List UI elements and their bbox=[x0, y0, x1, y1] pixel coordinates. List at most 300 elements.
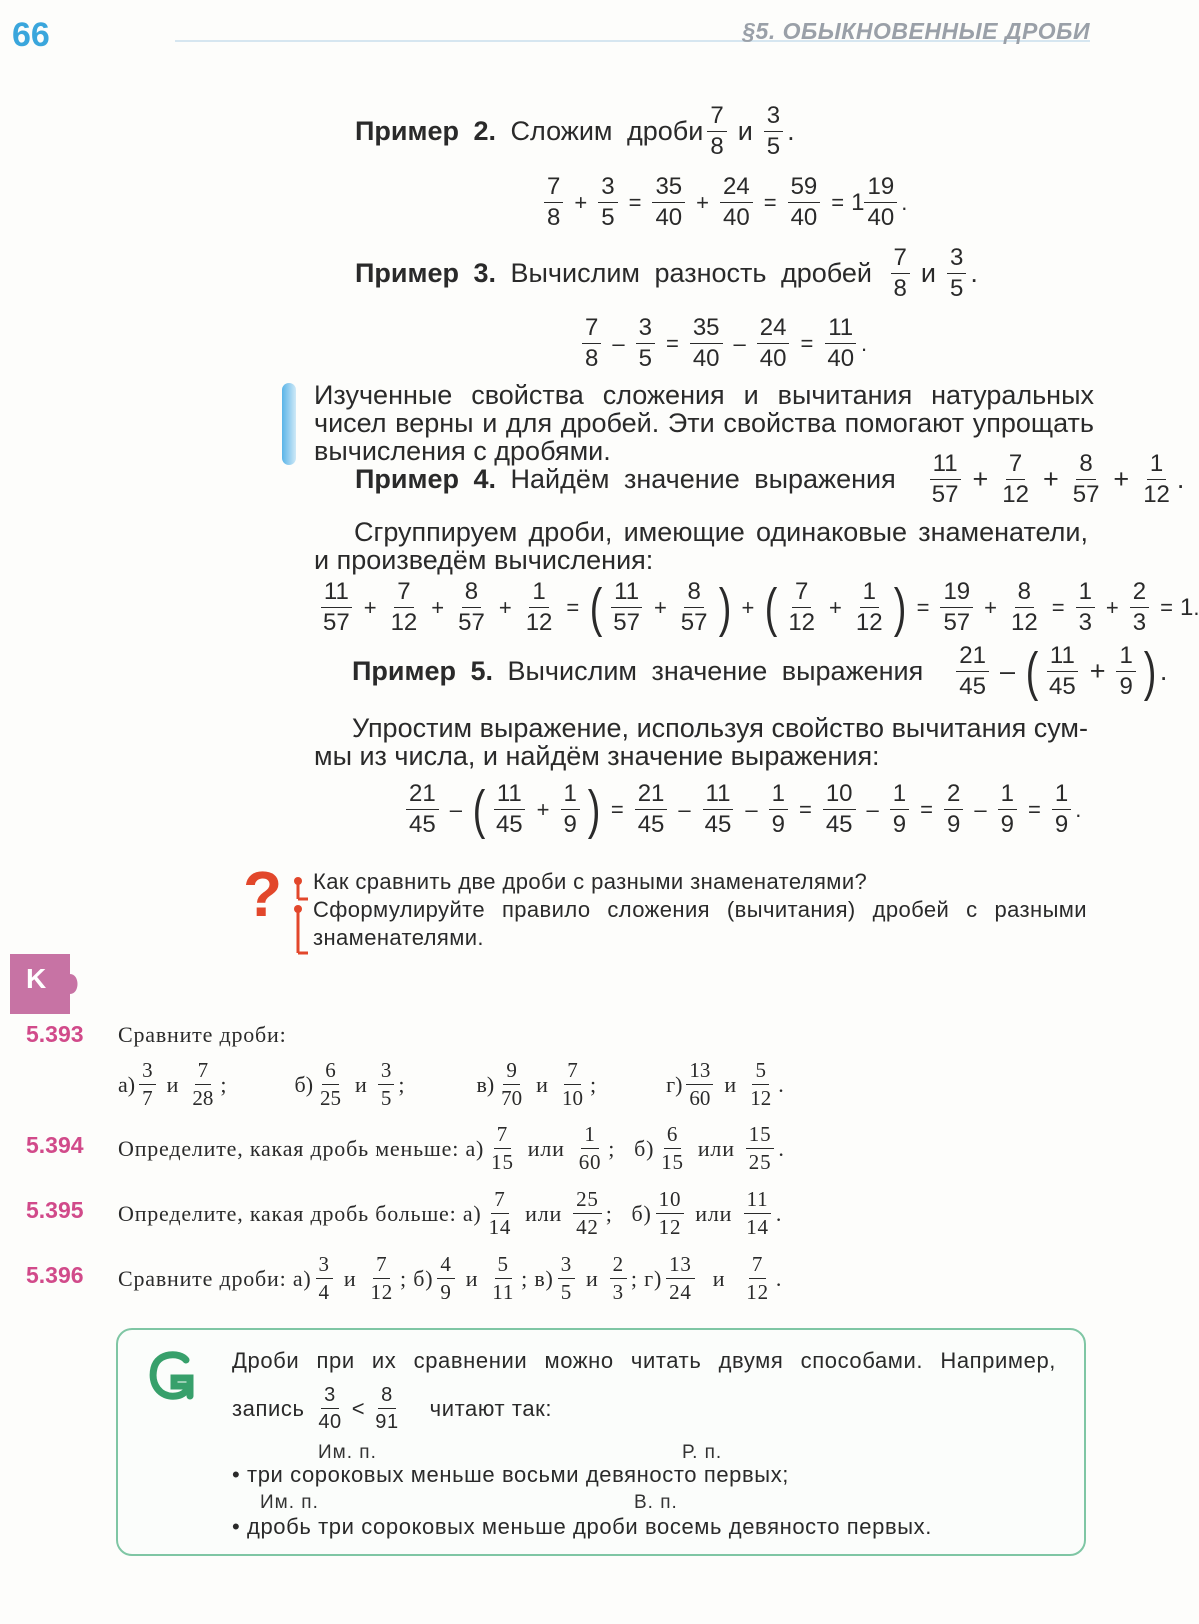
example-4-heading: Пример 4. Найдём значение выражения $\frac{11}{57}$ + $\frac{7}{12}$ + $\frac{8}{57}$ + $\frac{1}{12}$ . bbox=[355, 450, 1185, 508]
fraction bbox=[544, 175, 563, 230]
parenthesis: ( bbox=[589, 577, 603, 638]
fraction-numerator: 1 bbox=[998, 782, 1017, 810]
example-3-heading: Пример 3. Вычислим разность дробей $\frac{7}{8}$ и $\frac{3}{5}$ . bbox=[355, 244, 978, 302]
text-value: < bbox=[351, 1395, 366, 1421]
exercise-5-393-items bbox=[118, 1060, 784, 1109]
math-operator: – bbox=[974, 796, 987, 822]
math-operator: + bbox=[984, 594, 997, 620]
example-2-calculation: $\frac{7}{8}$ + $\frac{3}{5}$ = $\frac{35}{40}$ + $\frac{24}{40}$ = $\frac{59}{40}$ = 1 $\frac{19}{40}$ . bbox=[540, 175, 907, 230]
case-label: В. п. bbox=[634, 1492, 678, 1513]
fraction bbox=[702, 782, 735, 837]
fraction-numerator: 7 bbox=[195, 1060, 212, 1085]
math-operator: + bbox=[696, 189, 709, 215]
fraction-denominator: 12 bbox=[370, 1280, 394, 1304]
fraction-denominator: 8 bbox=[710, 133, 724, 160]
fraction-numerator: 3 bbox=[321, 1385, 339, 1409]
fraction-numerator: 1 bbox=[1116, 644, 1135, 672]
fraction-denominator: 57 bbox=[613, 609, 640, 636]
math-operator: = bbox=[628, 189, 642, 215]
fraction-numerator: 2 bbox=[610, 1254, 627, 1279]
fraction-numerator: 2 bbox=[1130, 580, 1149, 608]
conjunction: и bbox=[737, 116, 753, 146]
fraction-denominator: 24 bbox=[669, 1280, 692, 1304]
parenthesis: ( bbox=[472, 779, 486, 840]
example-3-calculation: $\frac{7}{8}$ – $\frac{3}{5}$ = $\frac{35}{40}$ – $\frac{24}{40}$ = $\frac{11}{40}$ . bbox=[578, 316, 867, 371]
fraction-numerator: 1 bbox=[890, 782, 909, 810]
fraction-numerator: 13 bbox=[666, 1254, 695, 1279]
fraction bbox=[940, 580, 973, 635]
math-operator: + bbox=[829, 594, 842, 620]
zapis-word: запись bbox=[232, 1395, 305, 1421]
text-value: или bbox=[695, 1200, 733, 1226]
fraction-denominator: 12 bbox=[788, 609, 816, 636]
fraction-denominator: 57 bbox=[323, 609, 350, 636]
example-5-text: Вычислим значение выражения bbox=[507, 656, 924, 686]
fraction-numerator: 7 bbox=[394, 580, 413, 608]
fraction bbox=[947, 246, 966, 301]
text-value: и bbox=[166, 1071, 179, 1097]
fraction bbox=[388, 580, 421, 635]
fraction bbox=[1046, 644, 1079, 699]
fraction bbox=[652, 175, 685, 230]
text-value: а) bbox=[462, 1200, 482, 1226]
fraction-numerator: 10 bbox=[656, 1189, 685, 1214]
fraction-numerator: 11 bbox=[321, 580, 352, 608]
fraction bbox=[890, 782, 909, 837]
fraction-numerator: 7 bbox=[792, 580, 811, 608]
math-operator: = bbox=[798, 796, 812, 822]
fraction-denominator: 9 bbox=[892, 811, 907, 838]
text-value: . bbox=[775, 1265, 783, 1291]
fraction-denominator: 57 bbox=[1072, 481, 1100, 508]
fraction bbox=[523, 580, 556, 635]
fraction-numerator: 7 bbox=[564, 1060, 581, 1085]
math-operator: – bbox=[733, 330, 746, 356]
fraction-numerator: 19 bbox=[864, 175, 897, 203]
text-value: три сороковых меньше восьми девяносто первых; bbox=[247, 1462, 790, 1487]
math-operator: – bbox=[678, 796, 691, 822]
reading-line-1: Дроби при их сравнении можно читать двумя способами. Например, bbox=[232, 1348, 1056, 1373]
fraction-numerator: 21 bbox=[635, 782, 668, 810]
fraction bbox=[666, 1254, 695, 1303]
text-value: 1 bbox=[851, 188, 865, 216]
text-value: ; bbox=[608, 1135, 616, 1161]
fraction-denominator: 5 bbox=[601, 204, 615, 231]
fraction-numerator: 25 bbox=[573, 1189, 602, 1214]
text-value: и bbox=[343, 1265, 357, 1291]
fraction-denominator: 9 bbox=[947, 811, 961, 838]
fraction-denominator: 5 bbox=[766, 133, 781, 160]
fraction bbox=[690, 316, 723, 371]
fraction-denominator: 12 bbox=[390, 609, 418, 636]
text-value: и bbox=[724, 1071, 737, 1097]
example-5-explanation bbox=[314, 714, 1088, 770]
fraction-denominator: 60 bbox=[578, 1150, 602, 1174]
fraction-denominator: 15 bbox=[491, 1150, 514, 1174]
fraction-numerator: 11 bbox=[494, 782, 525, 810]
fraction-numerator: 3 bbox=[764, 104, 783, 132]
fraction-numerator: 1 bbox=[1147, 452, 1166, 480]
fraction-denominator: 57 bbox=[680, 609, 708, 636]
fraction bbox=[658, 1124, 687, 1173]
fraction bbox=[317, 1060, 344, 1109]
exercise-number: 5.394 bbox=[26, 1132, 84, 1158]
text-value: и bbox=[465, 1265, 479, 1291]
text-value: мы из числа, и найдём значение выражения: bbox=[314, 741, 880, 771]
fraction-denominator: 12 bbox=[525, 609, 553, 636]
fraction-denominator: 8 bbox=[893, 275, 907, 302]
example-5-calculation: $\frac{21}{45}$ – ( $\frac{11}{45}$ + $\frac{1}{9}$ ) = $\frac{21}{45}$ – $\frac{11}{45}$ – $\frac{1}{9}$ = $\frac{10}{45}$ – $\frac{1}{9}$ = $\frac{2}{9}$ – $\frac{1}{9}$ = $\frac{1}{9}$ . bbox=[402, 782, 1081, 837]
fraction-denominator: 9 bbox=[1054, 811, 1069, 838]
math-operator: + bbox=[1105, 594, 1119, 620]
fraction-numerator: 13 bbox=[686, 1060, 713, 1085]
fraction bbox=[656, 1189, 685, 1238]
fraction-denominator: 5 bbox=[638, 345, 652, 372]
fraction bbox=[824, 316, 857, 371]
example-4-calculation: $\frac{11}{57}$ + $\frac{7}{12}$ + $\frac{8}{57}$ + $\frac{1}{12}$ = ( $\frac{11}{57}$ + $\frac{8}{57}$ ) + ( $\frac{7}{12}$ + $\frac{1}{12}$ ) = $\frac{19}{57}$ + $\frac{8}{12}$ = $\frac{1}{3}$ + $\frac{2}{3}$ = 1 . bbox=[316, 580, 1199, 635]
fraction bbox=[998, 782, 1017, 837]
math-operator: + bbox=[1042, 464, 1059, 494]
section-header: §5. ОБЫКНОВЕННЫЕ ДРОБИ bbox=[742, 18, 1090, 44]
fraction-denominator: 3 bbox=[1132, 609, 1147, 636]
fraction bbox=[678, 580, 711, 635]
fraction-numerator: 1 bbox=[769, 782, 788, 810]
example-2-heading: Пример 2. Сложим дроби $\frac{7}{8}$ и $\frac{3}{5}$ . bbox=[355, 102, 795, 160]
fraction bbox=[372, 1385, 401, 1432]
text-value: б) bbox=[294, 1071, 314, 1097]
text-value: и bbox=[586, 1265, 599, 1291]
fraction bbox=[746, 1124, 775, 1173]
math-operator: + bbox=[498, 594, 512, 620]
rule-line: вычисления с дробями. bbox=[314, 436, 611, 466]
text-value: а) bbox=[465, 1135, 485, 1161]
math-operator: = bbox=[1160, 594, 1173, 620]
fraction-denominator: 40 bbox=[827, 345, 855, 372]
fraction-denominator: 45 bbox=[959, 673, 986, 700]
fraction bbox=[743, 1189, 772, 1238]
fraction-numerator: 11 bbox=[930, 452, 961, 480]
questions-text bbox=[313, 868, 1087, 952]
fraction bbox=[582, 316, 601, 371]
math-operator: = bbox=[1027, 796, 1041, 822]
text-value: б) bbox=[413, 1265, 434, 1291]
fraction-numerator: 3 bbox=[947, 246, 966, 274]
fraction-denominator: 9 bbox=[1000, 811, 1014, 838]
text-value: б) bbox=[631, 1200, 652, 1226]
fraction-denominator: 91 bbox=[375, 1411, 399, 1433]
fraction-denominator: 40 bbox=[655, 204, 683, 231]
fraction-numerator: 1 bbox=[1052, 782, 1071, 810]
exercise-5-396 bbox=[118, 1254, 782, 1303]
fraction bbox=[785, 580, 818, 635]
example-5-heading: Пример 5. Вычислим значение выражения $\frac{21}{45}$ – ( $\frac{11}{45}$ + $\frac{1}{9}$ ) . bbox=[352, 641, 1168, 702]
fraction bbox=[743, 1254, 772, 1303]
fraction-denominator: 45 bbox=[1049, 673, 1076, 700]
text-value: или bbox=[527, 1135, 565, 1161]
fraction-numerator: 7 bbox=[373, 1254, 390, 1279]
fraction-numerator: 8 bbox=[1076, 452, 1095, 480]
fraction bbox=[559, 1060, 586, 1109]
fraction bbox=[1076, 580, 1095, 635]
fraction-denominator: 40 bbox=[723, 204, 750, 231]
text-value: г) bbox=[666, 1071, 683, 1097]
fraction-denominator: 45 bbox=[495, 811, 523, 838]
k-badge-label: K bbox=[26, 963, 47, 994]
text-value: . bbox=[778, 1071, 784, 1097]
fraction-denominator: 5 bbox=[380, 1086, 392, 1110]
parenthesis: ) bbox=[1143, 641, 1157, 702]
fraction-numerator: 5 bbox=[752, 1060, 769, 1085]
fraction bbox=[406, 782, 439, 837]
question-line: Как сравнить две дроби с разными знаменателями? bbox=[313, 869, 868, 894]
text-value: или bbox=[697, 1135, 735, 1161]
fraction-denominator: 45 bbox=[637, 811, 665, 838]
example-4-explanation bbox=[314, 518, 1088, 574]
exercise-text: Сравните дроби: bbox=[118, 1265, 287, 1291]
text-value: 1 bbox=[1180, 593, 1194, 621]
fraction bbox=[316, 1254, 333, 1303]
text-value: б) bbox=[634, 1135, 655, 1161]
text-value: и произведём вычисления: bbox=[314, 545, 654, 575]
math-operator: = bbox=[763, 189, 777, 215]
text-value: . bbox=[775, 1200, 783, 1226]
math-operator: = bbox=[566, 594, 580, 620]
fraction-numerator: 8 bbox=[684, 580, 703, 608]
fraction-denominator: 45 bbox=[825, 811, 853, 838]
fraction-numerator: 2 bbox=[944, 782, 963, 810]
fraction-numerator: 5 bbox=[495, 1254, 512, 1279]
text-value: г) bbox=[644, 1265, 663, 1291]
fraction-denominator: 9 bbox=[1119, 673, 1133, 700]
example-2-text: Сложим дроби bbox=[510, 116, 704, 146]
question-bracket-icon bbox=[290, 876, 312, 956]
fraction bbox=[864, 175, 897, 230]
text-value: и bbox=[712, 1265, 726, 1291]
fraction bbox=[1052, 782, 1071, 837]
fraction-numerator: 7 bbox=[1006, 452, 1025, 480]
fraction bbox=[598, 175, 617, 230]
fraction-numerator: 7 bbox=[891, 246, 910, 274]
fraction bbox=[1130, 580, 1149, 635]
math-operator: + bbox=[741, 594, 755, 620]
parenthesis: ) bbox=[893, 577, 906, 638]
fraction bbox=[944, 782, 963, 837]
math-operator: – bbox=[745, 796, 758, 822]
fraction-numerator: 24 bbox=[757, 316, 790, 344]
question-line: Сформулируйте правило сложения (вычитания) дробей с разными bbox=[313, 897, 1087, 922]
text-value: или bbox=[525, 1200, 563, 1226]
fraction-denominator: 3 bbox=[612, 1280, 624, 1304]
fraction bbox=[493, 782, 526, 837]
math-operator: – bbox=[612, 330, 625, 356]
fraction-denominator: 11 bbox=[492, 1280, 515, 1304]
fraction-numerator: 3 bbox=[598, 175, 617, 203]
fraction-numerator: 7 bbox=[494, 1124, 511, 1149]
text-value: ; bbox=[521, 1265, 529, 1291]
text-value: ; bbox=[630, 1265, 638, 1291]
math-operator: = bbox=[800, 330, 814, 356]
k-puzzle-badge bbox=[8, 950, 80, 1018]
fraction bbox=[189, 1060, 216, 1109]
exercise-number: 5.396 bbox=[26, 1262, 84, 1288]
text-value: Сгруппируем дроби, имеющие одинаковые знаменатели, bbox=[354, 517, 1088, 547]
fraction-numerator: 11 bbox=[703, 782, 734, 810]
example-5-label: Пример 5. bbox=[352, 656, 493, 686]
fraction bbox=[823, 782, 856, 837]
fraction-numerator: 7 bbox=[544, 175, 563, 203]
fraction-denominator: 45 bbox=[704, 811, 732, 838]
fraction-denominator: 5 bbox=[560, 1280, 572, 1304]
fraction-denominator: 25 bbox=[320, 1086, 342, 1110]
fraction bbox=[764, 104, 783, 159]
fraction-numerator: 35 bbox=[690, 316, 723, 344]
fraction-numerator: 4 bbox=[437, 1254, 454, 1279]
fraction bbox=[486, 1189, 515, 1238]
rule-line: Изученные свойства сложения и вычитания натуральных bbox=[314, 380, 1094, 410]
fraction-numerator: 9 bbox=[503, 1060, 520, 1085]
fraction-denominator: 12 bbox=[746, 1280, 769, 1304]
fraction-numerator: 6 bbox=[322, 1060, 339, 1085]
fraction bbox=[315, 1385, 344, 1432]
question-mark-icon: ? bbox=[243, 858, 283, 930]
fraction-denominator: 42 bbox=[576, 1215, 599, 1239]
math-operator: + bbox=[1113, 464, 1130, 494]
speech-icon bbox=[150, 1352, 192, 1400]
exercise-text: Сравните дроби: bbox=[118, 1022, 287, 1047]
math-operator: + bbox=[431, 594, 445, 620]
fraction bbox=[498, 1060, 525, 1109]
fraction-denominator: 9 bbox=[563, 811, 577, 838]
fraction-denominator: 25 bbox=[748, 1150, 772, 1174]
example-2-label: Пример 2. bbox=[355, 116, 496, 146]
fraction-denominator: 3 bbox=[1078, 609, 1092, 636]
text-value: и bbox=[920, 258, 936, 288]
fraction-numerator: 3 bbox=[316, 1254, 333, 1279]
fraction bbox=[635, 782, 668, 837]
fraction-denominator: 15 bbox=[661, 1150, 684, 1174]
fraction bbox=[757, 316, 790, 371]
parenthesis: ( bbox=[1025, 641, 1039, 702]
fraction-numerator: 3 bbox=[636, 316, 655, 344]
fraction-denominator: 70 bbox=[501, 1086, 523, 1110]
fraction-denominator: 9 bbox=[440, 1280, 452, 1304]
fraction bbox=[488, 1124, 517, 1173]
fraction-numerator: 1 bbox=[561, 782, 580, 810]
fraction-denominator: 10 bbox=[561, 1086, 583, 1110]
reading-example-row bbox=[232, 1385, 552, 1432]
fraction-numerator: 11 bbox=[744, 1189, 772, 1214]
math-operator: = bbox=[610, 796, 624, 822]
fraction-denominator: 12 bbox=[1011, 609, 1038, 636]
fraction bbox=[707, 104, 726, 159]
fraction bbox=[891, 246, 910, 301]
text-value: а) bbox=[292, 1265, 312, 1291]
math-operator: = bbox=[665, 330, 679, 356]
fraction-numerator: 11 bbox=[611, 580, 642, 608]
rule-marker bbox=[282, 383, 296, 465]
fraction-denominator: 40 bbox=[318, 1411, 342, 1433]
exercise-number: 5.393 bbox=[26, 1021, 84, 1047]
fraction-denominator: 12 bbox=[750, 1086, 772, 1110]
fraction-numerator: 24 bbox=[720, 175, 753, 203]
fraction-numerator: 3 bbox=[558, 1254, 575, 1279]
fraction-denominator: 8 bbox=[585, 345, 599, 372]
example-3-text: Вычислим разность дробей bbox=[510, 258, 872, 288]
page-number: 66 bbox=[12, 16, 50, 54]
text-value: и bbox=[355, 1071, 367, 1097]
math-operator: + bbox=[363, 594, 377, 620]
fraction-denominator: 7 bbox=[142, 1086, 153, 1110]
fraction bbox=[367, 1254, 396, 1303]
exercise-text: Определите, какая дробь больше: bbox=[118, 1200, 457, 1226]
math-operator: – bbox=[866, 796, 879, 822]
fraction-numerator: 21 bbox=[406, 782, 439, 810]
reading-bullet-1: • три сороковых меньше восьми девяносто первых; bbox=[232, 1462, 790, 1487]
math-operator: = bbox=[920, 796, 933, 822]
fraction-numerator: 15 bbox=[746, 1124, 775, 1149]
text-value: в) bbox=[476, 1071, 495, 1097]
fraction-denominator: 12 bbox=[1002, 481, 1029, 508]
fraction bbox=[686, 1060, 713, 1109]
fraction bbox=[1140, 452, 1173, 507]
fraction bbox=[489, 1254, 517, 1303]
fraction bbox=[610, 580, 643, 635]
fraction-numerator: 7 bbox=[582, 316, 601, 344]
fraction bbox=[1116, 644, 1135, 699]
fraction-denominator: 40 bbox=[867, 204, 895, 231]
fraction-denominator: 28 bbox=[192, 1086, 214, 1110]
question-line: знаменателями. bbox=[313, 925, 484, 950]
case-label: Р. п. bbox=[682, 1442, 723, 1463]
math-operator: = bbox=[831, 189, 845, 215]
text-value: ; bbox=[589, 1071, 597, 1097]
text-value: ; bbox=[220, 1071, 227, 1097]
fraction bbox=[320, 580, 353, 635]
fraction-numerator: 1 bbox=[860, 580, 879, 608]
fraction-denominator: 9 bbox=[771, 811, 785, 838]
math-operator: + bbox=[574, 189, 588, 215]
fraction bbox=[610, 1254, 627, 1303]
rule-line: чисел верны и для дробей. Эти свойства помогают упрощать bbox=[314, 408, 1094, 438]
text-value: ; bbox=[400, 1265, 407, 1291]
fraction-numerator: 19 bbox=[940, 580, 973, 608]
fraction bbox=[139, 1060, 156, 1109]
case-label: Им. п. bbox=[260, 1492, 319, 1513]
fraction-numerator: 7 bbox=[707, 104, 726, 132]
fraction bbox=[929, 452, 962, 507]
fraction-numerator: 8 bbox=[378, 1385, 396, 1409]
fraction bbox=[853, 580, 886, 635]
fraction-numerator: 59 bbox=[788, 175, 821, 203]
fraction-denominator: 45 bbox=[409, 811, 436, 838]
fraction-numerator: 3 bbox=[378, 1060, 395, 1085]
fraction bbox=[747, 1060, 774, 1109]
fraction bbox=[573, 1189, 602, 1238]
fraction bbox=[788, 175, 821, 230]
text-value: а) bbox=[118, 1071, 136, 1097]
text-value: читают так: bbox=[429, 1395, 553, 1421]
exercise-number: 5.395 bbox=[26, 1197, 84, 1223]
math-operator: – bbox=[449, 796, 462, 822]
fraction-denominator: 12 bbox=[658, 1215, 682, 1239]
fraction-denominator: 60 bbox=[689, 1086, 711, 1110]
fraction-denominator: 4 bbox=[318, 1280, 330, 1304]
math-operator: + bbox=[536, 796, 550, 822]
text-value: ; bbox=[605, 1200, 613, 1226]
fraction-denominator: 57 bbox=[458, 609, 485, 636]
fraction bbox=[558, 1254, 575, 1303]
example-4-label: Пример 4. bbox=[355, 464, 496, 494]
